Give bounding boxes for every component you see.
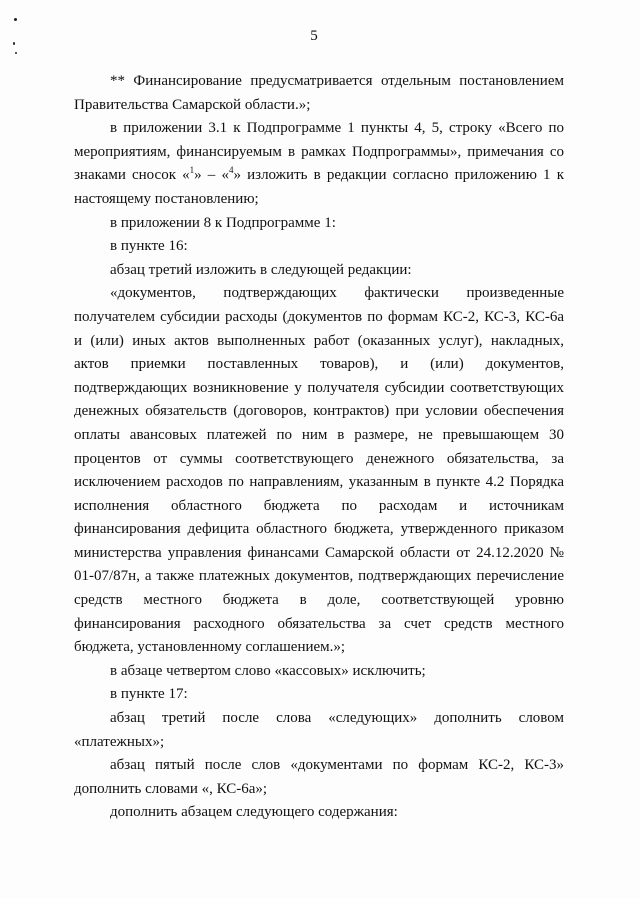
paragraph-fourth-subparagraph: в абзаце четвертом слово «кассовых» исключить; (110, 662, 426, 679)
paragraph-third-subparagraph: абзац третий изложить в следующей редакции: (110, 261, 412, 278)
paragraph-text: » изложить в редакции согласно приложению 1 к настоящему постановлению; (74, 167, 565, 207)
paragraph-third-addition: абзац третий после слова «следующих» дополнить словом «платежных»; (74, 710, 564, 750)
footnote-mark: 4 (228, 165, 234, 176)
document-body (74, 70, 564, 825)
paragraph-appendix-3-1 (74, 117, 564, 211)
paragraph-text: » – « (194, 167, 229, 184)
paragraph-add-subparagraph: дополнить абзацем следующего содержания: (110, 804, 398, 821)
footnote-mark: 1 (189, 165, 195, 176)
paragraph-quoted-text: «документов, подтверждающих фактически произведенные получателем субсидии расходы (документов по формам КС-2, КС-3, КС-6а и (или) иных актов выполненных работ (оказанных услуг), накладных, актов приемки поставленных товаров), и (или) документов, подтверждающих возникновение у получателя субсидии соответствующих денежных обязательств (договоров, контрактов) при условии обеспечения оплаты авансовых платежей по ним в размере, не превышающем 30 процентов от суммы соответствующего денежного обязательства, за исключением расходов по направлениям, указанным в пункте 4.2 Порядка исполнения областного бюджета по расходам и источникам финансирования дефицита областного бюджета, утвержденного приказом министерства управления финансами Самарской области от 24.12.2020 № 01-07/87н, а также платежных документов, подтверждающих перечисление средств местного бюджета в доле, соответствующей уровню финансирования расходного обязательства за счет средств местного бюджета, установленному соглашением.»; (74, 285, 564, 656)
paragraph-text: в приложении 3.1 к Подпрограмме 1 пункты 4, 5, строку «Всего по мероприятиям, финансируемым в рамках Подпрограммы», примечания со знаками сносок « (74, 120, 564, 184)
page-number: 5 (310, 28, 318, 44)
paragraph-footnote: ** Финансирование предусматривается отдельным постановлением Правительства Самарской области.»; (74, 73, 564, 113)
scan-speck (15, 52, 17, 54)
paragraph-item-16: в пункте 16: (110, 238, 188, 255)
paragraph-appendix-8: в приложении 8 к Подпрограмме 1: (110, 214, 336, 231)
scan-speck (14, 18, 17, 21)
paragraph-item-17: в пункте 17: (110, 686, 188, 703)
paragraph-fifth-addition: абзац пятый после слов «документами по формам КС-2, КС-3» дополнить словами «, КС-6а»; (74, 757, 564, 797)
